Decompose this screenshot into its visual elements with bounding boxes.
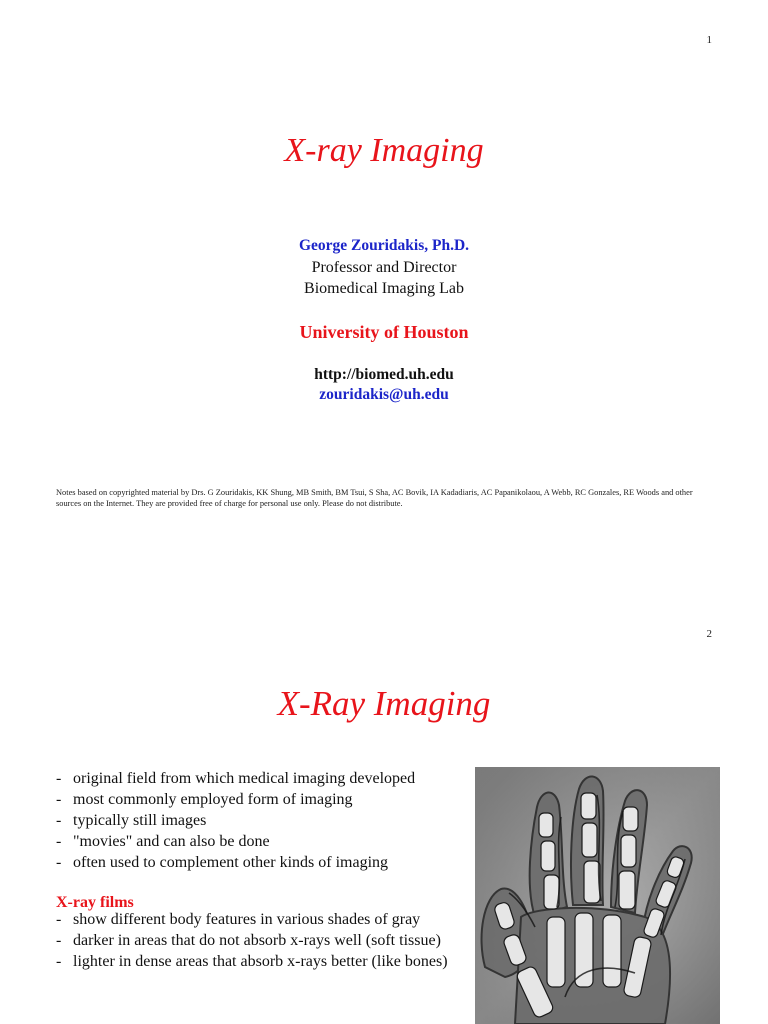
email-address: zouridakis@uh.edu [319,386,449,403]
list-item: - most commonly employed form of imaging [56,789,466,810]
website-url: http://biomed.uh.edu [314,366,454,383]
list-item: - "movies" and can also be done [56,831,466,852]
list-item: - typically still images [56,810,466,831]
lab-name: Biomedical Imaging Lab [304,280,464,297]
author-role: Professor and Director [311,259,457,276]
list-item: - original field from which medical imaging developed [56,768,466,789]
list-item: - often used to complement other kinds of imaging [56,852,466,873]
page-number: 1 [706,34,712,46]
slide-2 [0,600,768,1024]
author-name: George Zouridakis, Ph.D. [298,237,470,254]
slide-title: X-Ray Imaging [277,684,491,723]
films-bullet-list [56,909,466,972]
page-number: 2 [706,628,712,640]
list-item: - show different body features in various shades of gray [56,909,466,930]
slide-title: X-ray Imaging [284,132,484,169]
copyright-notes: Notes based on copyrighted material by Drs. G Zouridakis, KK Shung, MB Smith, BM Tsui, S Sha, AC Bovik, IA Kadadiaris, AC Papanikolaou, A Webb, RC Gonzales, RE Woods and other sources on the Internet. They are provided free of charge for personal use only. Please do not distribute. [56,488,693,508]
films-heading: X-ray films [56,894,134,911]
list-item: - darker in areas that do not absorb x-rays well (soft tissue) [56,930,466,951]
hand-xray-image [475,767,720,1024]
university-name: University of Houston [299,322,469,342]
intro-bullet-list [56,768,466,873]
list-item: - lighter in dense areas that absorb x-rays better (like bones) [56,951,466,972]
